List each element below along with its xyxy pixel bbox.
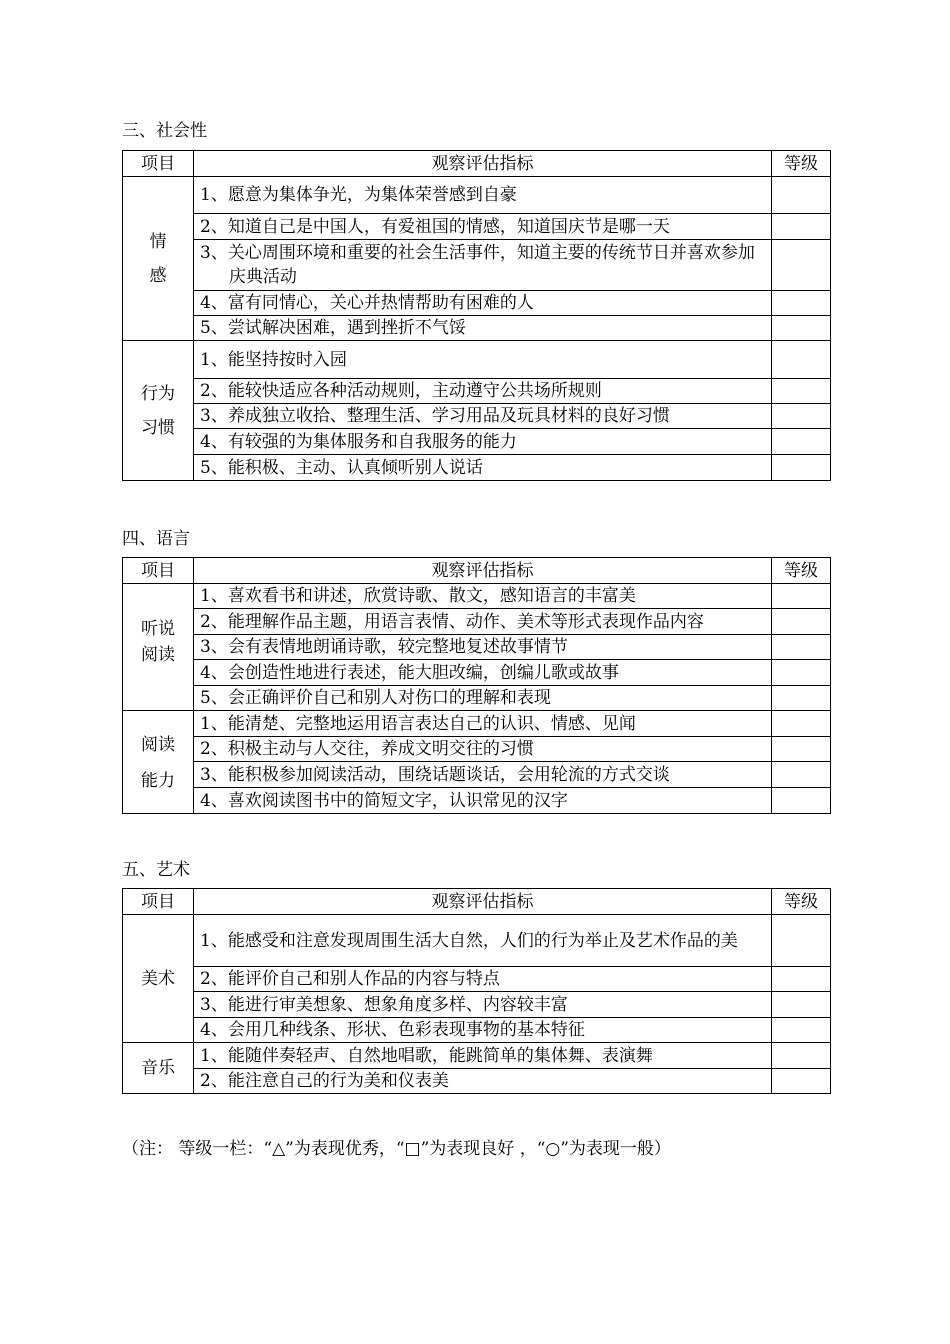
indicator-item: 1、能随伴奏轻声、自然地唱歌，能跳简单的集体舞、表演舞 bbox=[194, 1043, 772, 1069]
indicator-item: 2、能理解作品主题，用语言表情、动作、美术等形式表现作品内容 bbox=[194, 609, 772, 635]
header-grade: 等级 bbox=[772, 558, 831, 584]
art-eval-table bbox=[122, 888, 831, 1094]
grade-cell[interactable] bbox=[772, 1043, 831, 1069]
header-project: 项目 bbox=[123, 558, 194, 584]
grade-cell[interactable] bbox=[772, 635, 831, 660]
indicator-item: 3、关心周围环境和重要的社会生活事件，知道主要的传统节日并喜欢参加庆典活动 bbox=[194, 240, 772, 291]
indicator-item: 1、喜欢看书和讲述，欣赏诗歌、散文，感知语言的丰富美 bbox=[194, 584, 772, 609]
grade-cell[interactable] bbox=[772, 737, 831, 762]
section-title-art: 五、艺术 bbox=[122, 860, 190, 880]
category-label: 行为 习惯 bbox=[123, 341, 194, 481]
indicator-item: 4、会用几种线条、形状、色彩表现事物的基本特征 bbox=[194, 1018, 772, 1043]
grade-cell[interactable] bbox=[772, 177, 831, 214]
category-label: 听说 阅读 bbox=[123, 584, 194, 711]
category-label: 情 感 bbox=[123, 177, 194, 341]
grade-cell[interactable] bbox=[772, 341, 831, 379]
indicator-item: 5、会正确评价自己和别人对伤口的理解和表现 bbox=[194, 686, 772, 711]
indicator-item: 5、尝试解决困难，遇到挫折不气馁 bbox=[194, 316, 772, 341]
grade-cell[interactable] bbox=[772, 967, 831, 992]
grade-cell[interactable] bbox=[772, 788, 831, 814]
indicator-item: 1、能感受和注意发现周围生活大自然，人们的行为举止及艺术作品的美 bbox=[194, 915, 772, 967]
grade-cell[interactable] bbox=[772, 584, 831, 609]
header-indicator: 观察评估指标 bbox=[194, 151, 772, 177]
header-project: 项目 bbox=[123, 151, 194, 177]
indicator-item: 3、能进行审美想象、想象角度多样、内容较丰富 bbox=[194, 992, 772, 1018]
indicator-item: 2、积极主动与人交往，养成文明交往的习惯 bbox=[194, 737, 772, 762]
grade-cell[interactable] bbox=[772, 240, 831, 291]
social-eval-table bbox=[122, 150, 831, 481]
indicator-item: 4、喜欢阅读图书中的简短文字，认识常见的汉字 bbox=[194, 788, 772, 814]
grade-cell[interactable] bbox=[772, 711, 831, 737]
grade-cell[interactable] bbox=[772, 609, 831, 635]
grade-cell[interactable] bbox=[772, 686, 831, 711]
grade-cell[interactable] bbox=[772, 455, 831, 481]
grade-cell[interactable] bbox=[772, 316, 831, 341]
indicator-item: 2、能较快适应各种活动规则，主动遵守公共场所规则 bbox=[194, 379, 772, 404]
indicator-item: 1、能坚持按时入园 bbox=[194, 341, 772, 379]
section-title-social: 三、社会性 bbox=[122, 121, 207, 141]
grade-cell[interactable] bbox=[772, 214, 831, 240]
indicator-item: 3、能积极参加阅读活动，围绕话题谈话，会用轮流的方式交谈 bbox=[194, 762, 772, 788]
indicator-item: 4、会创造性地进行表述，能大胆改编，创编儿歌或故事 bbox=[194, 660, 772, 686]
header-indicator: 观察评估指标 bbox=[194, 889, 772, 915]
grade-cell[interactable] bbox=[772, 1018, 831, 1043]
indicator-item: 4、有较强的为集体服务和自我服务的能力 bbox=[194, 429, 772, 455]
section-title-language: 四、语言 bbox=[122, 529, 190, 549]
grade-cell[interactable] bbox=[772, 429, 831, 455]
grade-legend-note: （注： 等级一栏：“△”为表现优秀，“□”为表现良好 ，“○”为表现一般） bbox=[122, 1139, 671, 1159]
category-label: 音乐 bbox=[123, 1043, 194, 1094]
indicator-item: 1、愿意为集体争光，为集体荣誉感到自豪 bbox=[194, 177, 772, 214]
indicator-item: 5、能积极、主动、认真倾听别人说话 bbox=[194, 455, 772, 481]
grade-cell[interactable] bbox=[772, 379, 831, 404]
indicator-item: 3、养成独立收拾、整理生活、学习用品及玩具材料的良好习惯 bbox=[194, 404, 772, 429]
header-project: 项目 bbox=[123, 889, 194, 915]
header-grade: 等级 bbox=[772, 151, 831, 177]
header-grade: 等级 bbox=[772, 889, 831, 915]
grade-cell[interactable] bbox=[772, 404, 831, 429]
indicator-item: 2、能注意自己的行为美和仪表美 bbox=[194, 1069, 772, 1094]
category-label: 阅读 能力 bbox=[123, 711, 194, 814]
grade-cell[interactable] bbox=[772, 762, 831, 788]
indicator-item: 1、能清楚、完整地运用语言表达自己的认识、情感、见闻 bbox=[194, 711, 772, 737]
indicator-item: 2、能评价自己和别人作品的内容与特点 bbox=[194, 967, 772, 992]
language-eval-table bbox=[122, 557, 831, 814]
grade-cell[interactable] bbox=[772, 915, 831, 967]
grade-cell[interactable] bbox=[772, 291, 831, 316]
grade-cell[interactable] bbox=[772, 660, 831, 686]
indicator-item: 2、知道自己是中国人，有爱祖国的情感，知道国庆节是哪一天 bbox=[194, 214, 772, 240]
grade-cell[interactable] bbox=[772, 992, 831, 1018]
grade-cell[interactable] bbox=[772, 1069, 831, 1094]
category-label: 美术 bbox=[123, 915, 194, 1043]
indicator-item: 3、会有表情地朗诵诗歌，较完整地复述故事情节 bbox=[194, 635, 772, 660]
header-indicator: 观察评估指标 bbox=[194, 558, 772, 584]
indicator-item: 4、富有同情心，关心并热情帮助有困难的人 bbox=[194, 291, 772, 316]
